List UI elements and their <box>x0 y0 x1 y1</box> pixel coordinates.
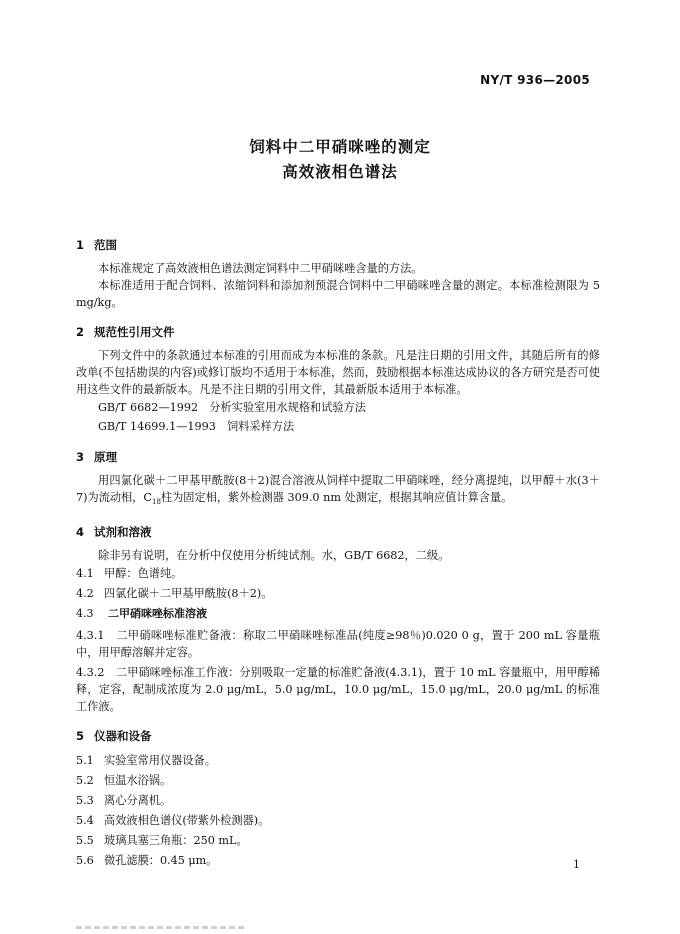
scan-artifact-divider <box>76 926 246 929</box>
references-paragraph: 下列文件中的条款通过本标准的引用而成为本标准的条款。凡是注日期的引用文件，其随后所有的修改单(不包括勘误的内容)或修订版均不适用于本标准，然而，鼓励根据本标准达成协议的各方研究是否可使用这些文件的最新版本。凡是不注日期的引用文件，其最新版本适用于本标准。 <box>76 349 600 396</box>
principle-paragraph: 用四氯化碳＋二甲基甲酰胺(8＋2)混合溶液从饲样中提取二甲硝咪唑，经分离提纯，以甲醇＋水(3＋7)为流动相，$C_{18}$柱为固定相，紫外检测器 309.0 nm 处测定，根据其响应值计算含量。 <box>76 474 600 507</box>
apparatus-item: 5.1 实验室常用仪器设备。 <box>76 754 216 768</box>
scope-paragraph-1: 本标准规定了高效液相色谱法测定饲料中二甲硝咪唑含量的方法。 <box>98 262 423 275</box>
section-heading-apparatus: 5 仪器和设备 <box>76 729 152 744</box>
document-body <box>76 236 600 871</box>
standard-code: NY/T 936—2005 <box>480 73 590 87</box>
reagent-item-stock-solution: 4.3.1 二甲硝咪唑标准贮备液：称取二甲硝咪唑标准品(纯度≥98％)0.020 0 g，置于 200 mL 容量瓶中，用甲醇溶解并定容。 <box>76 629 600 660</box>
scope-paragraph-2: 本标准适用于配合饲料、浓缩饲料和添加剂预混合饲料中二甲硝咪唑含量的测定。本标准检测限为 5 mg/kg。 <box>76 279 600 309</box>
reagent-item-working-solution: 4.3.2 二甲硝咪唑标准工作液：分别吸取一定量的标准贮备液(4.3.1)，置于 10 mL 容量瓶中，用甲醇稀释，定容，配制成浓度为 2.0 μg/mL，5.0 μg/mL，10.0 μg/mL，15.0 μg/mL，20.0 μg/mL 的标准工作液。 <box>76 666 600 714</box>
reagents-paragraph: 除非另有说明，在分析中仅使用分析纯试剂。水，GB/T 6682，二级。 <box>98 549 450 563</box>
section-heading-normative-references: 2 规范性引用文件 <box>76 325 175 339</box>
section-heading-reagents: 4 试剂和溶液 <box>76 525 152 540</box>
apparatus-item: 5.3 离心分离机。 <box>76 794 172 808</box>
section-heading-principle: 3 原理 <box>76 450 117 464</box>
reference-item: GB/T 6682—1992 分析实验室用水规格和试验方法 <box>98 401 366 414</box>
document-title: 饲料中二甲硝咪唑的测定 <box>249 138 431 156</box>
reference-item: GB/T 14699.1—1993 饲料采样方法 <box>98 420 295 433</box>
reagent-subheading: 4.3 二甲硝咪唑标准溶液 <box>76 607 207 621</box>
apparatus-item: 5.5 玻璃具塞三角瓶：250 mL。 <box>76 834 248 848</box>
page-number: 1 <box>573 858 580 871</box>
apparatus-item: 5.2 恒温水浴锅。 <box>76 774 172 788</box>
section-heading-scope: 1 范围 <box>76 238 117 252</box>
reagent-item: 4.1 甲醇：色谱纯。 <box>76 567 183 581</box>
apparatus-item: 5.4 高效液相色谱仪(带紫外检测器)。 <box>76 814 270 828</box>
document-subtitle: 高效液相色谱法 <box>282 163 398 181</box>
apparatus-item: 5.6 微孔滤膜：0.45 μm。 <box>76 854 218 868</box>
reagent-item: 4.2 四氯化碳＋二甲基甲酰胺(8＋2)。 <box>76 587 273 601</box>
